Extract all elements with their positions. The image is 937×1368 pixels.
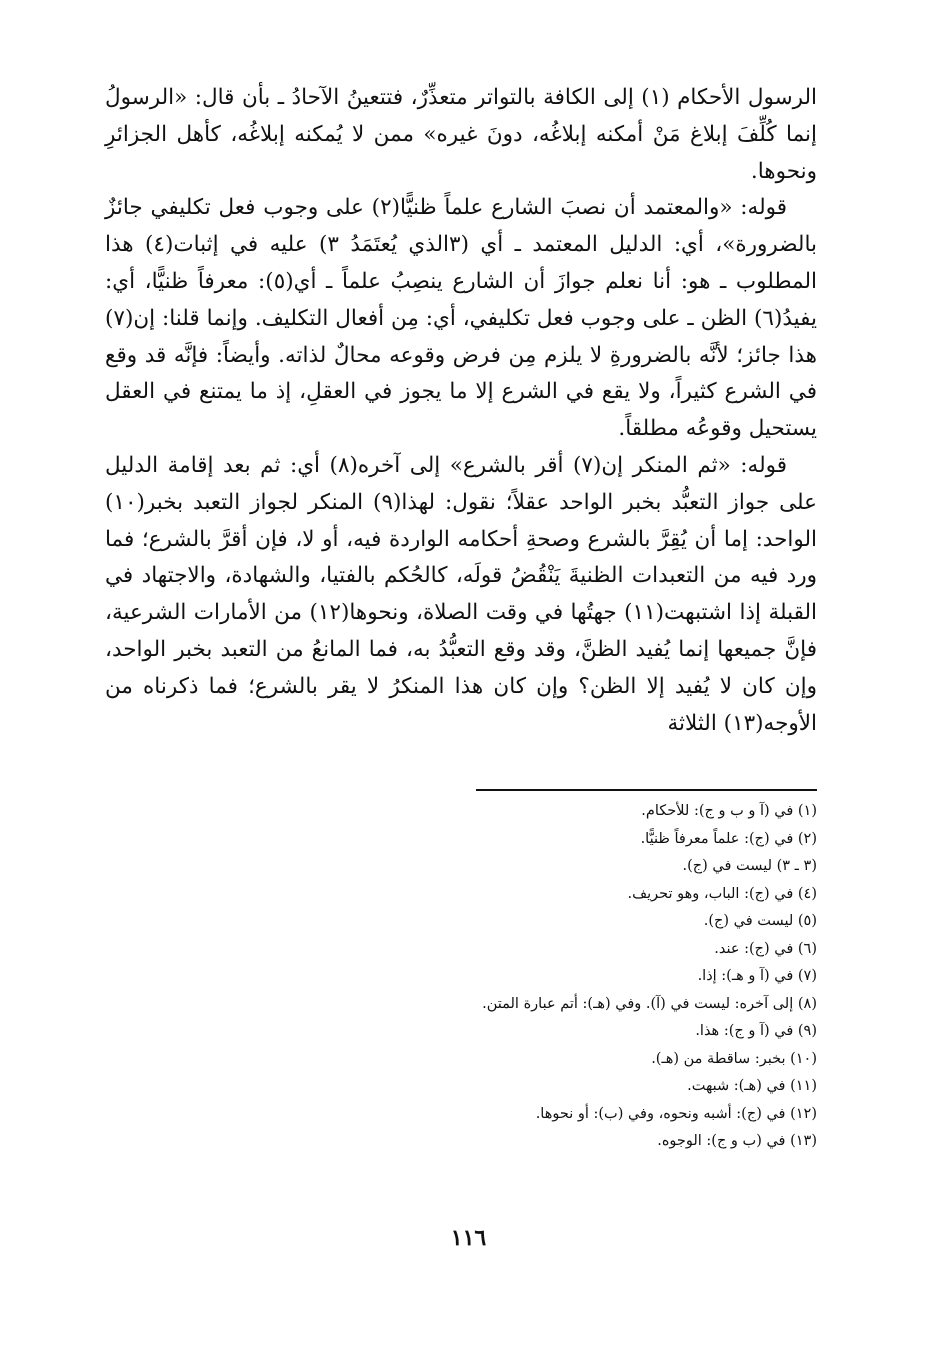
paragraph-1: الرسول الأحكام (١) إلى الكافة بالتواتر متعذِّرٌ، فتتعينُ الآحادُ ـ بأن قال: «الرسولُ إنما كُلِّفَ إبلاغ مَنْ أمكنه إبلاغُه، دونَ غيره» ممن لا يُمكنه إبلاغُه، كأهل الجزائرِ ونحوها. xyxy=(105,85,818,184)
footnote-item: (٥) ليست في (ج). xyxy=(703,913,817,929)
footnote-item: (٨) إلى آخره: ليست في (آ). وفي (هـ): أتم عبارة المتن. xyxy=(482,995,817,1012)
footnote-item: (١١) في (هـ): شبهت. xyxy=(687,1078,817,1094)
footnote-item: (٣ ـ ٣) ليست في (ج). xyxy=(682,858,817,874)
footnote-item: (١) في (آ و ب و ج): للأحكام. xyxy=(641,803,817,819)
footnote-item: (٤) في (ج): الباب، وهو تحريف. xyxy=(627,885,817,902)
footnote-item: (١٣) في (ب و ج): الوجوه. xyxy=(657,1133,817,1149)
paragraph-3: قوله: «ثم المنكر إن(٧) أقر بالشرع» إلى آخره(٨) أي: ثم بعد إقامة الدليل على جواز التعبُّد بخبر الواحد عقلاً؛ نقول: لهذا(٩) المنكر لجواز التعبد بخبر(١٠) الواحد: إما أن يُقِرَّ بالشرع وصحةِ أحكامه الواردة فيه، أو لا، فإن أقرَّ بالشرع؛ فما ورد فيه من التعبدات الظنيةَ يَنْقُضُ قولَه، كالحُكم بالفتيا، والشهادة، والاجتهاد في القبلة إذا اشتبهت(١١) جهتُها في وقت الصلاة، ونحوها(١٢) من الأمارات الشرعية، فإنَّ جميعها إنما يُفيد الظنَّ، وقد وقع التعبُّدُ به، فما المانعُ من التعبد بخبر الواحد، وإن كان لا يُفيد إلا الظن؟ وإن كان هذا المنكرُ لا يقر بالشرع؛ فما ذكرناه من الأوجه(١٣) الثلاثة xyxy=(105,452,817,736)
footnote-item: (٧) في (آ و هـ): إذا. xyxy=(697,968,817,984)
footnote-item: (٩) في (آ و ج): هذا. xyxy=(695,1023,817,1039)
footnote-item: (٢) في (ج): علماً معرفاً ظنيًّا. xyxy=(640,830,817,847)
paragraph-2: قوله: «والمعتمد أن نصبَ الشارع علماً ظنيًّا(٢) على وجوب فعل تكليفي جائزٌ بالضرورة»، أي: الدليل المعتمد ـ أي (٣الذي يُعتَمَدُ ٣) عليه في إثبات(٤) هذا المطلوب ـ هو: أنا نعلم جوازَ أن الشارع ينصِبُ علماً ـ أي(٥): معرفاً ظنيًّا، أي: يفيدُ(٦) الظن ـ على وجوب فعل تكليفي، أي: مِن أفعال التكليف. وإنما قلنا: إن(٧) هذا جائز؛ لأنَّه بالضرورةِ لا يلزم مِن فرض وقوعه محالٌ لذاته. وأيضاً: فإنَّه قد وقع في الشرع كثيراً، ولا يقع في الشرع إلا ما يجوز في العقلِ، إذ ما يمتنع في العقل يستحيل وقوعُه مطلقاً. xyxy=(105,195,817,442)
footnotes-list xyxy=(300,798,817,1156)
page-number: ١١٦ xyxy=(450,1225,487,1251)
main-text xyxy=(105,80,817,742)
footnote-item: (٦) في (ج): عند. xyxy=(714,940,817,957)
footnote-item: (١٢) في (ج): أشبه ونحوه، وفي (ب): أو نحوها. xyxy=(535,1105,817,1122)
footnote-separator xyxy=(476,789,817,791)
footnote-item: (١٠) بخبر: ساقطة من (هـ). xyxy=(651,1050,817,1067)
